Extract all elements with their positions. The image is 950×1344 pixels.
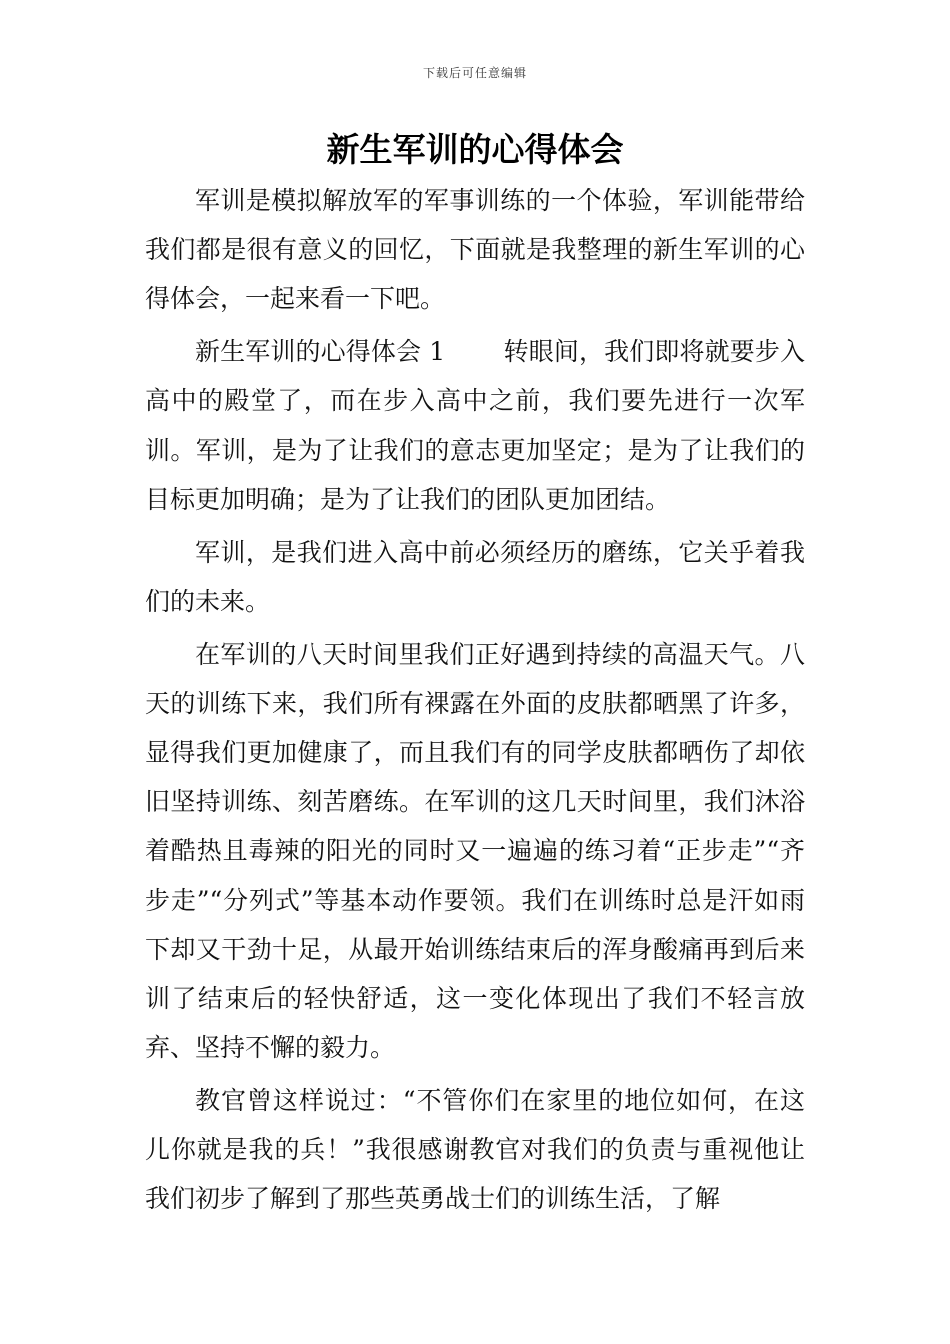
- header-note: 下载后可任意编辑: [422, 66, 527, 80]
- paragraph: 军训，是我们进入高中前必须经历的磨练，它关乎着我们的未来。: [145, 537, 805, 616]
- paragraph: 教官曾这样说过：“不管你们在家里的地位如何，在这儿你就是我的兵！”我很感谢教官对我们的负责与重视他让我们初步了解到了那些英勇战士们的训练生活，了解: [145, 1086, 805, 1214]
- paragraph-intro: 军训是模拟解放军的军事训练的一个体验，军训能带给我们都是很有意义的回忆，下面就是我整理的新生军训的心得体会，一起来看一下吧。: [145, 186, 805, 314]
- document-body: [145, 176, 805, 1224]
- document-title: 新生军训的心得体会: [326, 130, 624, 169]
- paragraph-section-1: 新生军训的心得体会 1 转眼间，我们即将就要步入高中的殿堂了，而在步入高中之前，我们要先进行一次军训。军训，是为了让我们的意志更加坚定；是为了让我们的目标更加明确；是为了让我们的团队更加团结。: [145, 337, 805, 514]
- paragraph: 在军训的八天时间里我们正好遇到持续的高温天气。八天的训练下来，我们所有裸露在外面的皮肤都晒黑了许多，显得我们更加健康了，而且我们有的同学皮肤都晒伤了却依旧坚持训练、刻苦磨练。在军训的这几天时间里，我们沐浴着酷热且毒辣的阳光的同时又一遍遍的练习着“正步走”“齐步走”“分列式”等基本动作要领。我们在训练时总是汗如雨下却又干劲十足，从最开始训练结束后的浑身酸痛再到后来训了结束后的轻快舒适，这一变化体现出了我们不轻言放弃、坚持不懈的毅力。: [145, 639, 805, 1063]
